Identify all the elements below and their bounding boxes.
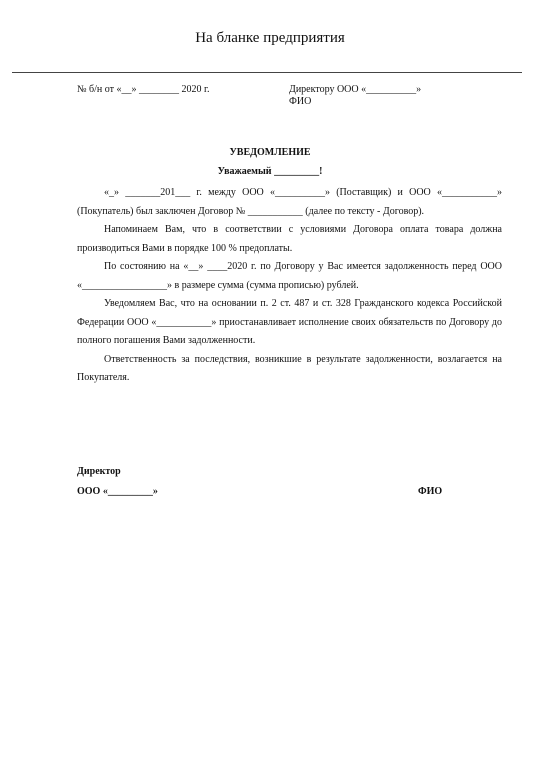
addressee-name: ФИО — [289, 96, 312, 107]
signatory-name: ФИО — [418, 486, 443, 497]
addressee-position: Директору ООО «__________» — [289, 84, 422, 95]
paragraph-liability: Ответственность за последствия, возникшие в результате задолженности, возлагается на Покупателя. — [77, 353, 502, 383]
signatory-title: Директор — [77, 466, 121, 477]
paragraph-debt: По состоянию на «__» ____2020 г. по Договору у Вас имеется задолженность перед ООО «_________________» в размере сумма (сумма прописью) рублей. — [77, 261, 502, 291]
paragraph-prepayment: Напоминаем Вам, что в соответствии с условиями Договора оплата товара должна производиться Вами в порядке 100 % предоплаты. — [77, 224, 502, 254]
outgoing-number-date: № б/н от «__» ________ 2020 г. — [77, 84, 210, 95]
letter-body — [77, 184, 502, 388]
addressee-block — [289, 84, 421, 108]
header-divider — [12, 72, 522, 73]
paragraph-contract: «_» _______201___ г. между ООО «__________» (Поставщик) и ООО «___________» (Покупатель) был заключен Договор № ___________ (далее по тексту - Договор). — [77, 187, 502, 217]
paragraph-suspension: Уведомляем Вас, что на основании п. 2 ст. 487 и ст. 328 Гражданского кодекса Российской Федерации ООО «___________» приостанавливает исполнение своих обязательств по Договору до полного погашения Вами задолженности. — [77, 298, 502, 346]
salutation: Уважаемый _________! — [217, 166, 323, 177]
signatory-organization: ООО «_________» — [77, 486, 158, 497]
document-title: УВЕДОМЛЕНИЕ — [229, 147, 311, 158]
letterhead-title: На бланке предприятия — [195, 30, 345, 46]
